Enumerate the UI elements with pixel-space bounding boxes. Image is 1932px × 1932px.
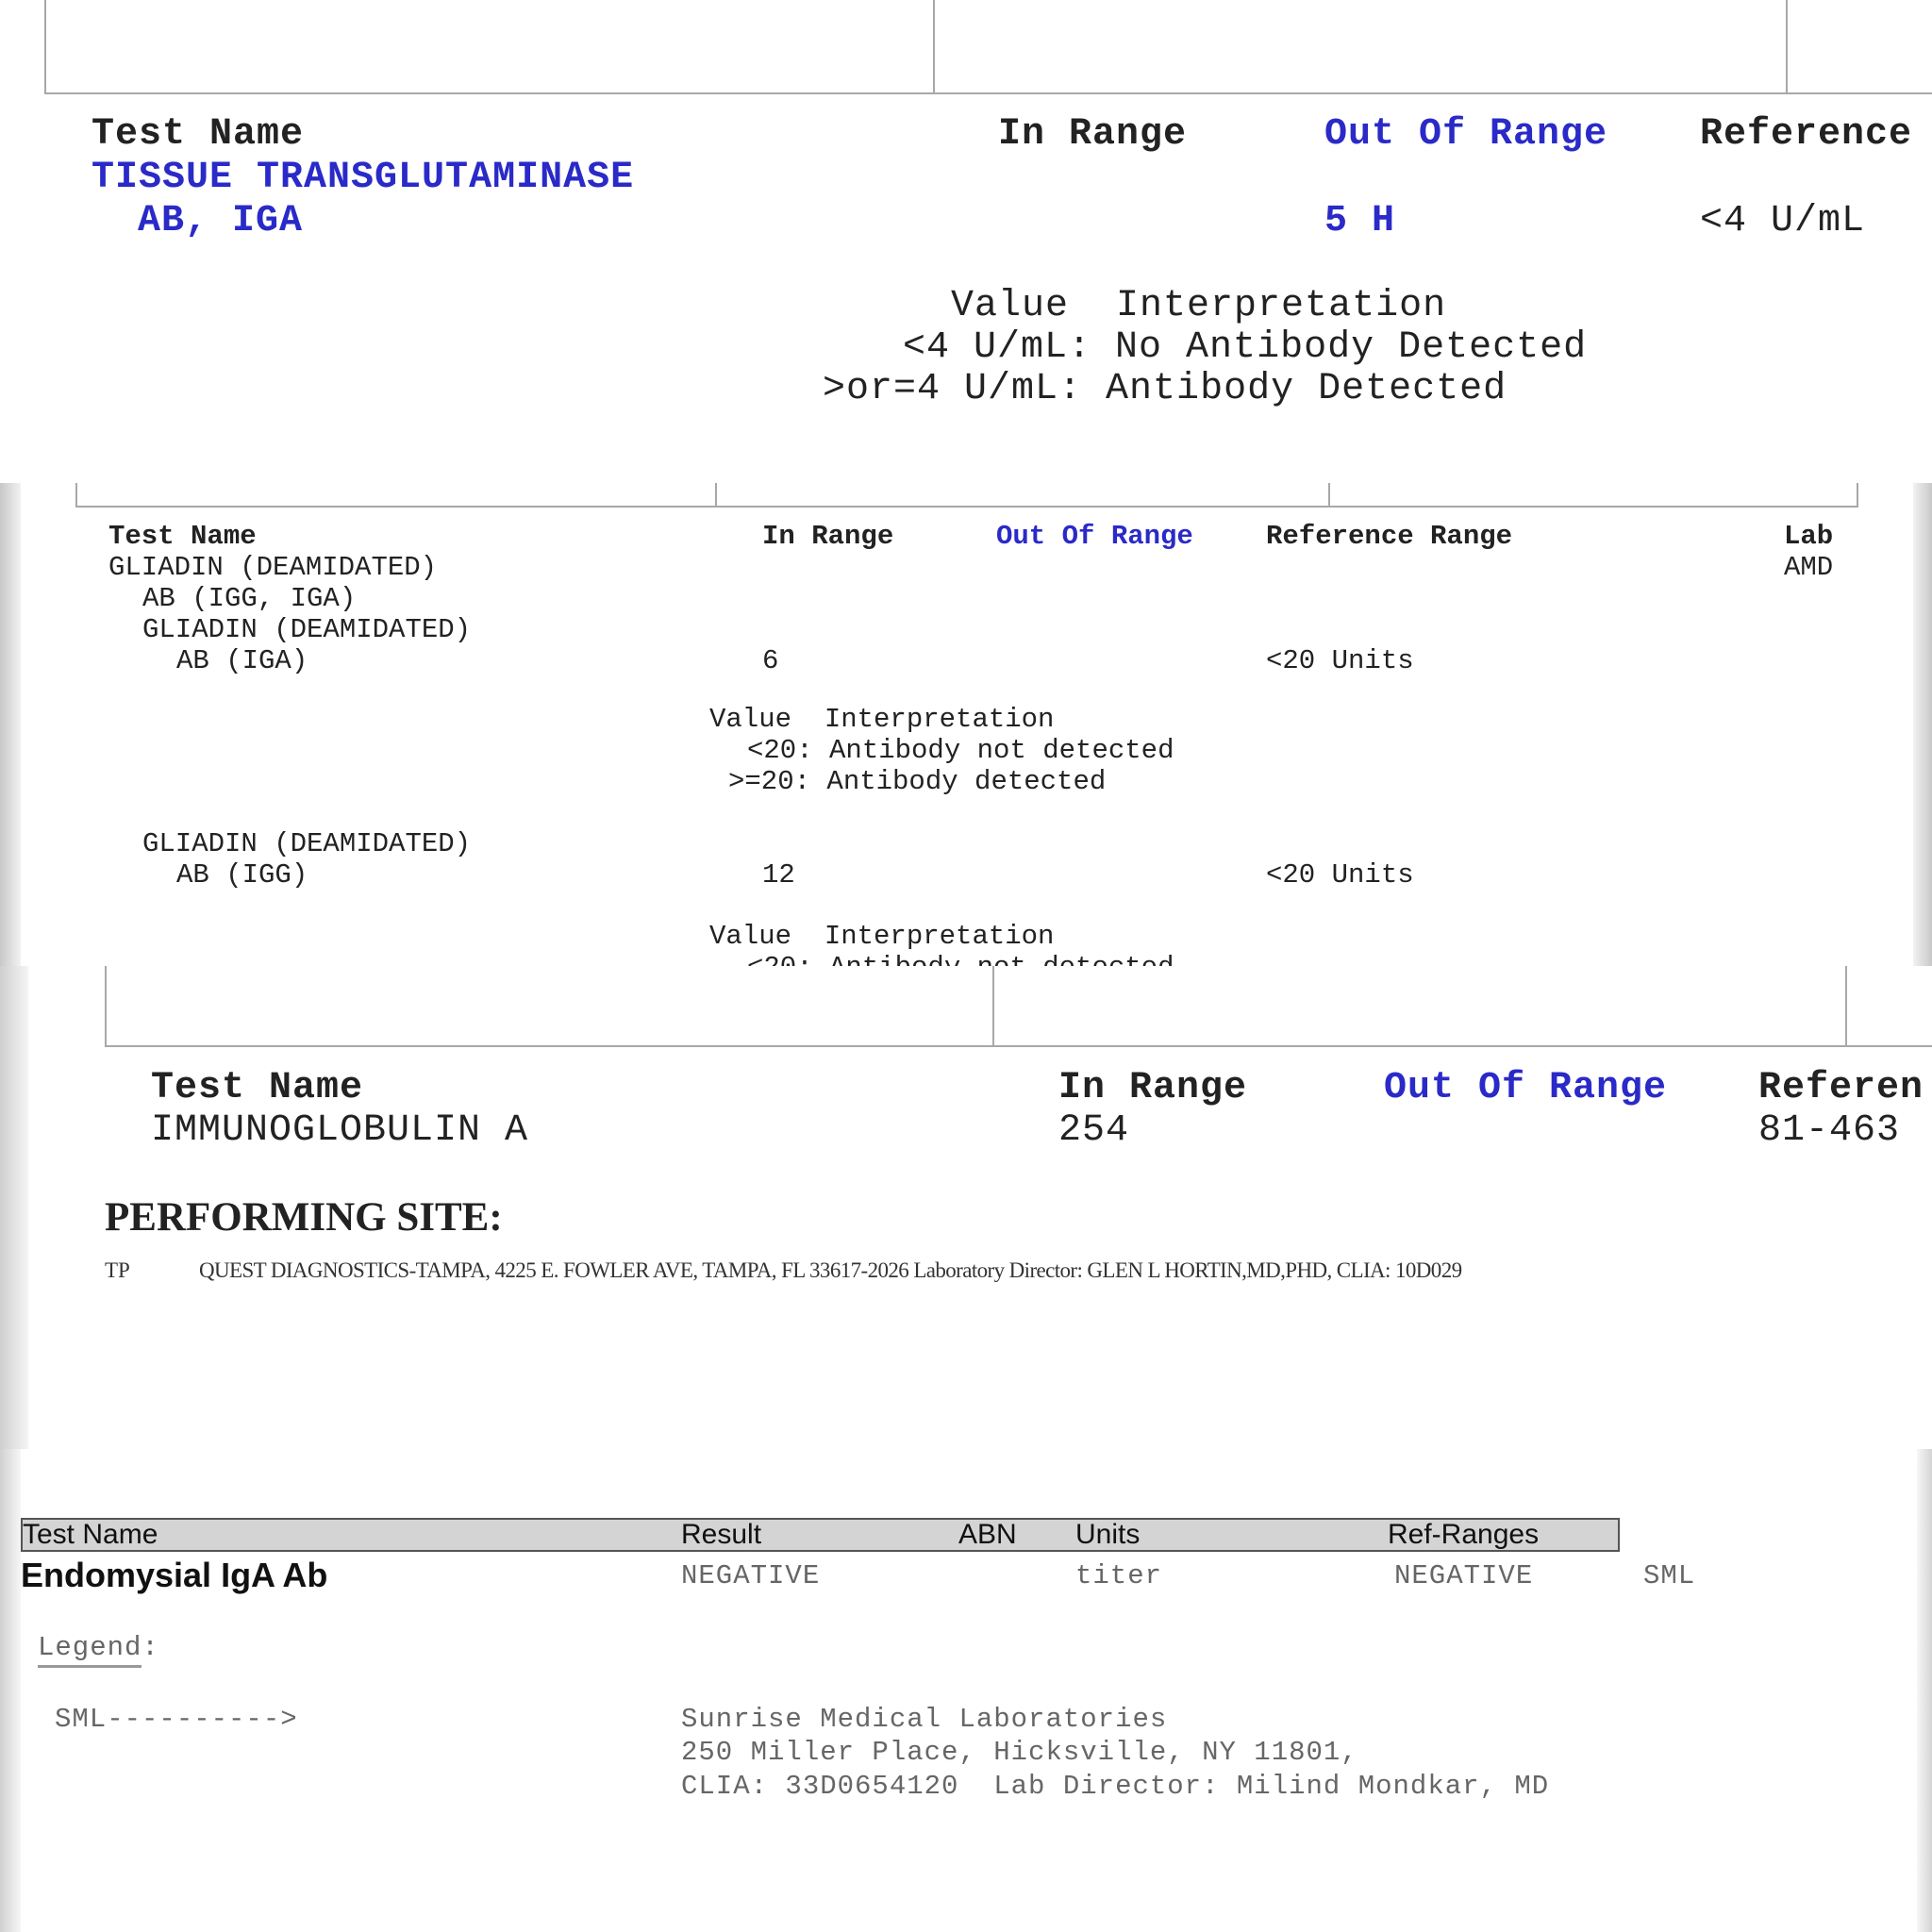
header-reference: Reference <box>1700 113 1913 156</box>
reference-value: 81-463 <box>1758 1109 1901 1152</box>
test-group-line2: AB (IGG, IGA) <box>142 583 357 614</box>
igg-test-line2: AB (IGG) <box>176 859 308 891</box>
scan-edge-shadow <box>0 966 28 1449</box>
interpretation-row: >or=4 U/mL: Antibody Detected <box>823 368 1507 410</box>
header-test-name: Test Name <box>92 113 305 156</box>
table-border-divider <box>715 483 717 508</box>
table-border-bottom <box>105 1045 1932 1047</box>
iga-reference-value: <20 Units <box>1266 645 1414 676</box>
interpretation-row: <20: Antibody not detected <box>747 735 1174 766</box>
performing-site-code: TP <box>105 1258 130 1282</box>
interpretation-header: Value Interpretation <box>709 921 1055 952</box>
legend-label-row <box>38 1632 159 1663</box>
lab-code: SML <box>1643 1560 1696 1591</box>
scan-edge-shadow <box>0 1449 21 1932</box>
performing-site-title: PERFORMING SITE: <box>105 1195 503 1240</box>
header-out-of-range: Out Of Range <box>1384 1067 1668 1109</box>
legend-colon: : <box>142 1632 159 1663</box>
table-border-left <box>75 483 77 508</box>
table-border-left <box>105 966 107 1047</box>
header-out-of-range: Out Of Range <box>996 521 1193 552</box>
legend-label: Legend <box>38 1632 142 1668</box>
units-value: titer <box>1075 1560 1163 1591</box>
interpretation-row: >=20: Antibody detected <box>728 766 1107 797</box>
result-value: NEGATIVE <box>681 1560 821 1591</box>
interpretation-row: <4 U/mL: No Antibody Detected <box>879 326 1588 369</box>
immunoglobulin-a-report-panel <box>0 966 1932 1449</box>
out-of-range-value: 5 H <box>1324 200 1396 242</box>
lab-code: AMD <box>1784 552 1834 583</box>
iga-in-range-value: 6 <box>762 645 779 676</box>
lab-name: Sunrise Medical Laboratories <box>681 1704 1168 1735</box>
igg-in-range-value: 12 <box>762 859 795 891</box>
lab-clia: CLIA: 33D0654120 Lab Director: Milind Mondkar, MD <box>681 1771 1550 1802</box>
table-border-bottom <box>44 92 1932 94</box>
table-border-divider <box>1328 483 1330 508</box>
scan-edge-shadow <box>0 483 21 966</box>
test-name: Endomysial IgA Ab <box>21 1556 328 1594</box>
table-header-bar <box>21 1518 1620 1552</box>
header-in-range: In Range <box>998 113 1188 156</box>
table-border-divider <box>1845 966 1847 1047</box>
header-out-of-range: Out Of Range <box>1324 113 1608 156</box>
table-border-divider <box>1786 0 1788 94</box>
table-border-left <box>44 0 46 94</box>
header-ref-ranges: Ref-Ranges <box>1388 1519 1540 1550</box>
gliadin-report-panel <box>0 483 1932 966</box>
test-group-line1: GLIADIN (DEAMIDATED) <box>108 552 438 583</box>
performing-site-address: QUEST DIAGNOSTICS-TAMPA, 4225 E. FOWLER AVE, TAMPA, FL 33617-2026 Laboratory Director: GLEN L HORTIN,MD,PHD, CLIA: 10D029 <box>199 1258 1462 1282</box>
header-units: Units <box>1075 1519 1141 1550</box>
igg-test-line1: GLIADIN (DEAMIDATED) <box>142 828 472 859</box>
table-border-divider <box>992 966 994 1047</box>
header-lab: Lab <box>1784 521 1834 552</box>
test-name-line2: AB, IGA <box>138 200 304 242</box>
iga-test-line2: AB (IGA) <box>176 645 308 676</box>
header-test-name: Test Name <box>108 521 257 552</box>
header-test-name: Test Name <box>151 1067 364 1109</box>
igg-reference-value: <20 Units <box>1266 859 1414 891</box>
header-result: Result <box>681 1519 762 1550</box>
header-abn: ABN <box>958 1519 1017 1550</box>
test-name: IMMUNOGLOBULIN A <box>151 1109 529 1152</box>
table-border-bottom <box>75 506 1858 508</box>
legend-code: SML----------> <box>55 1704 298 1735</box>
interpretation-header: Value Interpretation <box>709 704 1055 735</box>
test-name-line1: TISSUE TRANSGLUTAMINASE <box>92 157 635 199</box>
header-in-range: In Range <box>1058 1067 1248 1109</box>
header-reference: Referen <box>1758 1067 1924 1109</box>
header-in-range: In Range <box>762 521 894 552</box>
header-test-name: Test Name <box>23 1519 158 1550</box>
scan-edge-shadow <box>1917 1449 1932 1932</box>
ttg-iga-report-panel <box>0 0 1932 483</box>
ref-range-value: NEGATIVE <box>1394 1560 1534 1591</box>
interpretation-header: Value Interpretation <box>951 285 1447 327</box>
table-border-right <box>1857 483 1858 508</box>
header-reference-range: Reference Range <box>1266 521 1513 552</box>
lab-address: 250 Miller Place, Hicksville, NY 11801, <box>681 1737 1358 1768</box>
scan-edge-shadow <box>1913 483 1932 966</box>
iga-test-line1: GLIADIN (DEAMIDATED) <box>142 614 472 645</box>
table-border-divider <box>933 0 935 94</box>
reference-value: <4 U/mL <box>1700 200 1866 242</box>
endomysial-report-panel <box>0 1449 1932 1932</box>
in-range-value: 254 <box>1058 1109 1130 1152</box>
